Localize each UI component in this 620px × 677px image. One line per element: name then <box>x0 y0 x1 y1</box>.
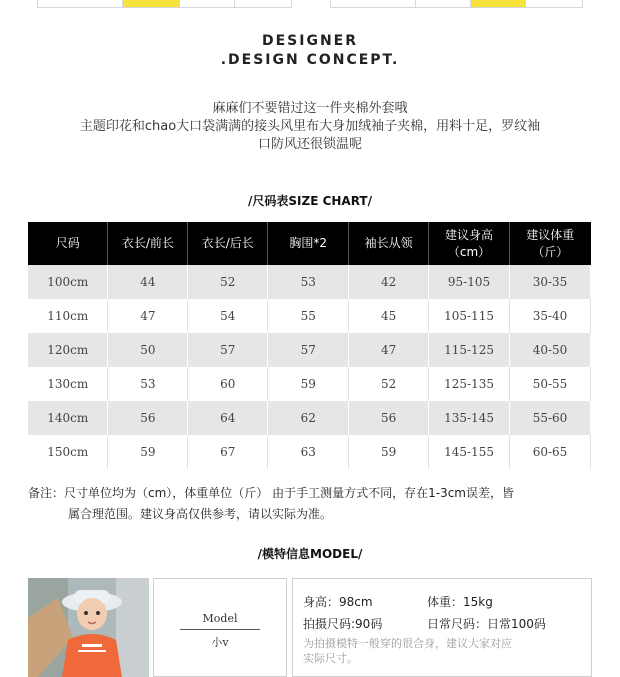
table-cell: 55-60 <box>510 401 591 435</box>
model-divider <box>180 629 260 630</box>
table-row <box>28 435 591 469</box>
table-cell: 150cm <box>28 435 108 469</box>
table-cell: 59 <box>349 435 429 469</box>
header-cell-chest: 胸围*2 <box>268 222 349 265</box>
concept-line-1: 麻麻们不要错过这一件夹棉外套哦 <box>212 101 408 116</box>
design-concept-heading: .DESIGN CONCEPT. <box>220 52 400 68</box>
table-cell: 52 <box>349 367 429 401</box>
size-note <box>28 483 593 525</box>
table-cell: 115-125 <box>429 333 510 367</box>
table-row <box>28 265 591 299</box>
header-cell-height: 建议身高 （cm） <box>429 222 510 265</box>
table-cell: 42 <box>349 265 429 299</box>
size-chart-header-row <box>28 222 591 265</box>
table-cell: 45 <box>349 299 429 333</box>
table-cell: 40-50 <box>510 333 591 367</box>
designer-heading: DESIGNER <box>261 33 359 49</box>
table-cell: 59 <box>108 435 188 469</box>
table-cell: 57 <box>188 333 268 367</box>
header-cell-weight: 建议体重 （斤） <box>510 222 591 265</box>
table-cell: 64 <box>188 401 268 435</box>
model-label: Model <box>202 612 238 625</box>
size-chart-table <box>28 222 591 469</box>
table-cell: 50-55 <box>510 367 591 401</box>
model-name: 小v <box>211 636 229 649</box>
table-cell: 35-40 <box>510 299 591 333</box>
table-cell: 60 <box>188 367 268 401</box>
table-row <box>28 333 591 367</box>
table-cell: 56 <box>108 401 188 435</box>
table-cell: 53 <box>108 367 188 401</box>
table-cell: 30-35 <box>510 265 591 299</box>
model-weight: 体重：15kg <box>427 595 493 609</box>
model-height: 身高：98cm <box>303 595 373 609</box>
table-cell: 53 <box>268 265 349 299</box>
note-line-1: 备注：尺寸单位均为（cm），体重单位（斤） 由于手工测量方式不同，存在1-3cm误差，皆 <box>28 486 514 500</box>
strip-cell-highlight <box>122 0 180 8</box>
strip-cell-highlight <box>470 0 526 8</box>
table-cell: 50 <box>108 333 188 367</box>
header-cell-size: 尺码 <box>28 222 108 265</box>
note-line-2: 属合理范围。建议身高仅供参考，请以实际为准。 <box>68 507 333 521</box>
strip-cell <box>37 0 123 8</box>
model-description <box>303 636 585 666</box>
strip-cell <box>234 0 292 8</box>
table-cell: 44 <box>108 265 188 299</box>
table-cell: 47 <box>108 299 188 333</box>
model-info-card <box>292 578 592 677</box>
table-cell: 120cm <box>28 333 108 367</box>
table-cell: 95-105 <box>429 265 510 299</box>
table-cell: 54 <box>188 299 268 333</box>
table-cell: 62 <box>268 401 349 435</box>
top-table-strip <box>0 0 620 8</box>
table-cell: 59 <box>268 367 349 401</box>
table-cell: 110cm <box>28 299 108 333</box>
model-description-line-2: 实际尺寸。 <box>303 652 358 665</box>
model-photo-illustration <box>28 578 149 677</box>
table-cell: 145-155 <box>429 435 510 469</box>
model-daily-size: 日常尺码：日常100码 <box>427 617 546 631</box>
table-row <box>28 367 591 401</box>
table-cell: 125-135 <box>429 367 510 401</box>
table-cell: 67 <box>188 435 268 469</box>
model-info-title: /模特信息MODEL/ <box>257 547 363 561</box>
size-chart-title: /尺码表SIZE CHART/ <box>248 194 372 208</box>
table-cell: 135-145 <box>429 401 510 435</box>
concept-line-2: 主题印花和chao大口袋满满的接头风里布大身加绒袖子夹棉，用料十足，罗纹袖 <box>79 119 541 134</box>
strip-cell <box>179 0 235 8</box>
concept-line-3: 口防风还很锁温呢 <box>257 137 362 152</box>
table-row <box>28 299 591 333</box>
table-cell: 57 <box>268 333 349 367</box>
header-cell-sleeve: 袖长从领 <box>349 222 429 265</box>
table-cell: 52 <box>188 265 268 299</box>
table-cell: 63 <box>268 435 349 469</box>
header-cell-back-length: 衣长/后长 <box>188 222 268 265</box>
table-cell: 60-65 <box>510 435 591 469</box>
table-cell: 140cm <box>28 401 108 435</box>
model-photo <box>28 578 149 677</box>
model-shot-size: 拍摄尺码:90码 <box>303 617 383 631</box>
table-cell: 55 <box>268 299 349 333</box>
table-cell: 56 <box>349 401 429 435</box>
table-cell: 105-115 <box>429 299 510 333</box>
table-cell: 47 <box>349 333 429 367</box>
table-cell: 130cm <box>28 367 108 401</box>
strip-cell <box>330 0 416 8</box>
table-cell: 100cm <box>28 265 108 299</box>
header-cell-front-length: 衣长/前长 <box>108 222 188 265</box>
model-description-line-1: 为拍摄模特一般穿的很合身，建议大家对应 <box>303 637 512 650</box>
table-row <box>28 401 591 435</box>
strip-cell <box>415 0 471 8</box>
strip-cell <box>525 0 583 8</box>
model-name-card <box>153 578 287 677</box>
